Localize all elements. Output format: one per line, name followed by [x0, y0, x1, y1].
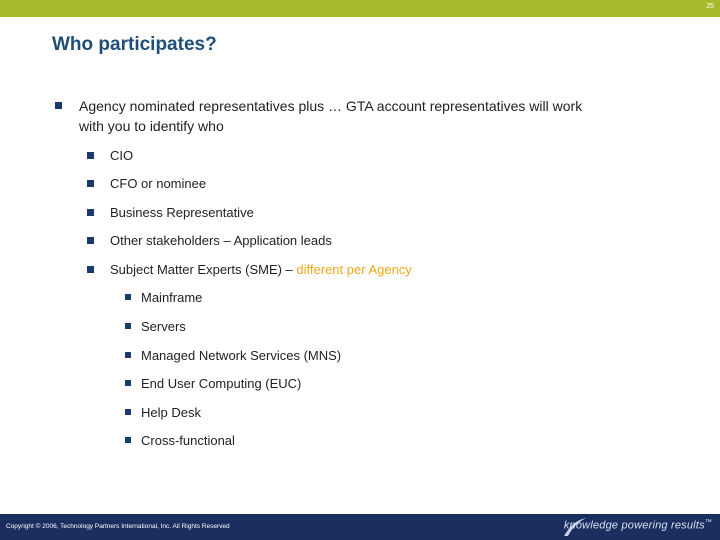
- footer-bar: [0, 514, 720, 540]
- sme-item-euc: End User Computing (EUC): [141, 376, 302, 391]
- main-bullet-line2: with you to identify who: [79, 118, 224, 134]
- tagline-trademark: ™: [704, 519, 712, 526]
- bullet-square-icon: [87, 152, 94, 159]
- sub-item-sme: [110, 261, 412, 279]
- top-bar: [0, 0, 720, 17]
- sme-item-servers: Servers: [141, 319, 186, 334]
- bullet-square-icon: [87, 209, 94, 216]
- bullet-square-icon: [125, 323, 131, 329]
- tagline-text: knowledge powering results: [563, 519, 705, 532]
- bullet-square-icon: [87, 237, 94, 244]
- sme-highlight: different per Agency: [296, 262, 412, 277]
- bullet-square-icon: [125, 409, 131, 415]
- sme-item-mns: Managed Network Services (MNS): [141, 348, 342, 363]
- bullet-square-icon: [55, 102, 62, 109]
- bullet-square-icon: [125, 437, 131, 443]
- sub-item-business-rep: Business Representative: [110, 205, 254, 220]
- sme-label: Subject Matter Experts (SME) –: [110, 262, 297, 277]
- sme-item-mainframe: Mainframe: [141, 290, 203, 305]
- sub-item-cio: CIO: [110, 148, 134, 163]
- copyright-text: Copyright © 2006, Technology Partners International, Inc. All Rights Reserved: [6, 523, 230, 530]
- page-number: 25: [706, 3, 714, 10]
- bullet-square-icon: [125, 352, 131, 358]
- bullet-square-icon: [125, 294, 131, 300]
- bullet-square-icon: [125, 380, 131, 386]
- sub-item-cfo: CFO or nominee: [110, 176, 207, 191]
- slide-title: Who participates?: [52, 34, 217, 55]
- sme-item-cross-functional: Cross-functional: [141, 433, 235, 448]
- bullet-square-icon: [87, 180, 94, 187]
- main-bullet-line1: Agency nominated representatives plus … GTA account representatives will work: [79, 98, 583, 114]
- bullet-square-icon: [87, 266, 94, 273]
- sme-item-help-desk: Help Desk: [141, 405, 201, 420]
- tagline: [564, 519, 712, 532]
- sub-item-other-stakeholders: Other stakeholders – Application leads: [110, 233, 332, 248]
